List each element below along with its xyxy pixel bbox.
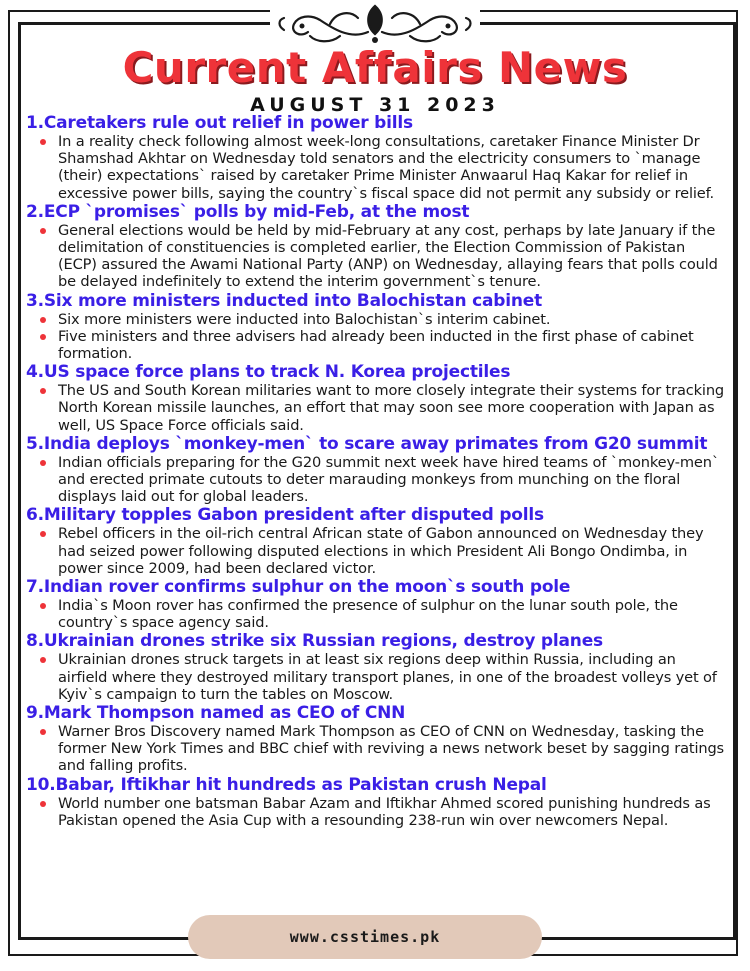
bullet-text: Warner Bros Discovery named Mark Thompson as CEO of CNN on Wednesday, tasking the former New York Times and BBC chief with reviving a news network beset by sagging ratings and falling profits.: [58, 723, 725, 775]
flourish-icon: [270, 0, 480, 48]
news-item: [26, 775, 726, 829]
news-item: [26, 505, 726, 577]
news-item: [26, 113, 726, 202]
bullet-text: Five ministers and three advisers had already been inducted in the first phase of cabinet formation.: [58, 327, 694, 363]
news-item: [26, 703, 726, 775]
bullet-dot-icon: [40, 801, 46, 807]
bullet-dot-icon: [40, 228, 46, 234]
news-heading: 5.India deploys `monkey-men` to scare away primates from G20 summit: [26, 433, 708, 454]
news-heading: 9.Mark Thompson named as CEO of CNN: [26, 703, 406, 724]
bullet-dot-icon: [40, 531, 46, 537]
news-bullet: [40, 525, 726, 577]
bullet-dot-icon: [40, 603, 46, 609]
news-bullet: [40, 222, 726, 291]
news-item: [26, 291, 726, 363]
page-date: AUGUST 31 2023: [250, 94, 500, 116]
news-heading: 4.US space force plans to track N. Korea projectiles: [26, 362, 511, 383]
news-heading: 3.Six more ministers inducted into Balochistan cabinet: [26, 290, 542, 311]
news-heading: 7.Indian rover confirms sulphur on the moon`s south pole: [26, 577, 571, 598]
news-heading: 10.Babar, Iftikhar hit hundreds as Pakistan crush Nepal: [26, 774, 547, 795]
bullet-dot-icon: [40, 334, 46, 340]
news-bullet: [40, 795, 726, 829]
news-bullet: [40, 133, 726, 202]
news-heading: 6.Military topples Gabon president after disputed polls: [26, 505, 544, 526]
news-heading: 2.ECP `promises` polls by mid-Feb, at the most: [26, 201, 470, 222]
news-item: [26, 631, 726, 703]
bullet-dot-icon: [40, 317, 46, 323]
news-bullet: [40, 311, 726, 328]
bullet-text: World number one batsman Babar Azam and Iftikhar Ahmed scored punishing hundreds as Pakistan opened the Asia Cup with a resounding 238-run win over newcomers Nepal.: [58, 794, 711, 829]
news-item: [26, 434, 726, 506]
bullet-dot-icon: [40, 657, 46, 663]
news-item: [26, 362, 726, 434]
bullet-dot-icon: [40, 388, 46, 394]
bullet-text: In a reality check following almost week-long consultations, caretaker Finance Minister Dr Shamshad Akhtar on Wednesday told senators and the electricity consumers to `manage (their) expectations` raised by caretaker Prime Minister Anwaarul Haq Kakar for relief in excessive power bills, saying the country`s fiscal space did not permit any subsidy or relief.: [58, 133, 714, 202]
news-bullet: [40, 651, 726, 703]
bullet-text: Six more ministers were inducted into Balochistan`s interim cabinet.: [58, 310, 551, 328]
bullet-text: Indian officials preparing for the G20 summit next week have hired teams of `monkey-men` and erected primate cutouts to deter marauding monkeys from munching on the floral displays laid out for global leaders.: [58, 453, 719, 506]
bullet-text: The US and South Korean militaries want to more closely integrate their systems for tracking North Korean missile launches, an effort that may soon see more cooperation with Japan as well, US Space Force officials said.: [58, 382, 725, 434]
news-bullet: [40, 723, 726, 775]
news-heading: 8.Ukrainian drones strike six Russian regions, destroy planes: [26, 631, 603, 652]
news-bullet: [40, 382, 726, 434]
website-link[interactable]: www.csstimes.pk: [188, 915, 542, 959]
page-title: Current Affairs News: [122, 43, 628, 92]
news-bullet: [40, 597, 726, 631]
news-heading: 1.Caretakers rule out relief in power bills: [26, 113, 413, 133]
bullet-dot-icon: [40, 139, 46, 145]
news-item: [26, 202, 726, 291]
bullet-dot-icon: [40, 729, 46, 735]
ornament-flourish: [270, 0, 480, 48]
news-bullet: [40, 454, 726, 506]
news-item: [26, 577, 726, 631]
news-list: [26, 113, 726, 829]
bullet-text: India`s Moon rover has confirmed the presence of sulphur on the lunar south pole, the country`s space agency said.: [58, 597, 678, 632]
bullet-text: General elections would be held by mid-February at any cost, perhaps by late January if the delimitation of constituencies is completed earlier, the Election Commission of Pakistan (ECP) assured the Awami National Party (ANP) on Wednesday, allaying fears that polls could be delayed indefinitely to extend the interim government`s tenure.: [58, 221, 718, 291]
bullet-text: Rebel officers in the oil-rich central African state of Gabon announced on Wednesday they had seized power following disputed elections in which President Ali Bongo Ondimba, in power since 2009, had been declared victor.: [58, 525, 704, 577]
news-bullet: [40, 328, 726, 362]
bullet-text: Ukrainian drones struck targets in at least six regions deep within Russia, including an airfield where they destroyed military transport planes, in one of the broadest volleys yet of Kyiv`s campaign to turn the tables on Moscow.: [58, 651, 717, 703]
bullet-dot-icon: [40, 460, 46, 466]
